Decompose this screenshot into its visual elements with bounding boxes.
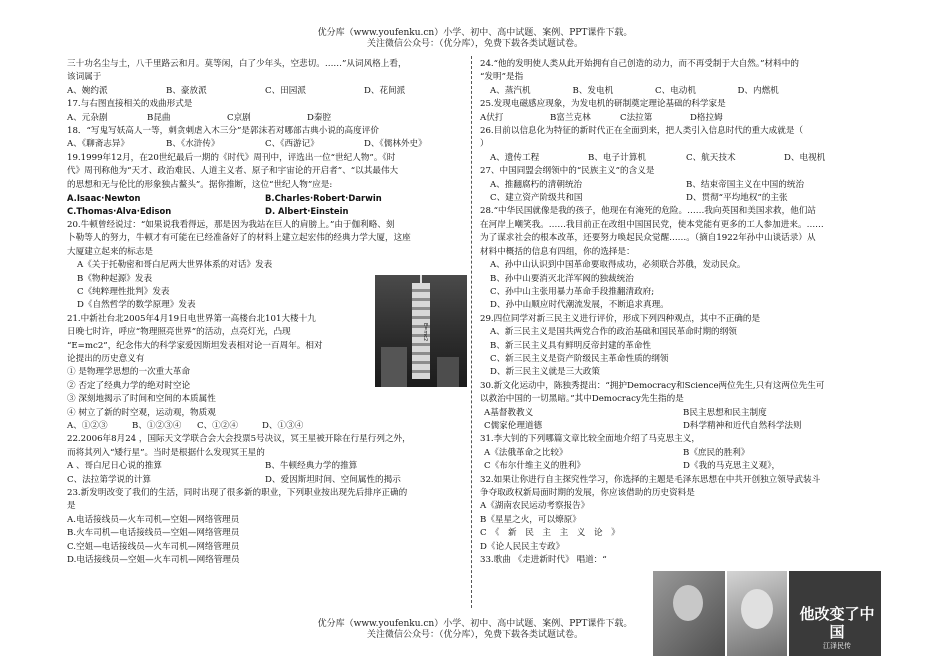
option: A、遗传工程 [490,152,540,163]
q27-options-row-1 [480,179,882,192]
q32-line-1: 32.如果让你进行自主探究性学习，你选择的主题是毛泽东思想在中共开创独立领导武装斗 [480,474,821,485]
q24-line-2: “发明”是指 [480,72,524,83]
q28-line-2: 在河岸上嘲笑我。……我目前正在改组中国国民党，使本党能有更多的工人参加进来。…… [480,219,824,230]
book-subtitle: 江泽民传 [823,642,851,650]
header-line-2: 关注微信公众号：（优分库），免费下载各类试题试卷。 [366,39,583,49]
option: D科学精神和近代自然科学法则 [683,420,802,431]
option: B、豪放派 [166,85,207,96]
option: C 《 新 民 主 主 义 论 》 [480,528,620,539]
option: A.电话接线员—火车司机—空姐—网络管理员 [67,514,240,525]
q16-options [67,85,463,98]
q20-line-2: 卜勒等人的努力，牛顿才有可能在已经准备好了的材料上建立起宏伟的经典力学大厦，这座 [67,233,411,244]
q26-line-2: ） [480,139,489,150]
option: D、爱因斯坦时间、空间属性的揭示 [265,474,401,485]
option: B.Charles·Robert·Darwin [265,193,382,204]
q25-stem: 25.发现电磁感应现象，为发电机的研制奠定理论基础的科学家是 [480,99,726,110]
q19-line-1: 19.1999年12月，在20世纪最后一期的《时代》周刊中，评选出一位“世纪人物”。《时 [67,152,396,163]
column-divider [471,56,472,608]
q18-options [67,138,463,151]
book-cover [789,571,881,656]
q18-stem: 18．“写鬼写妖高人一等，刺贪刺虐入木三分”是郭沫若对哪部古典小说的高度评价 [67,126,379,137]
option: B、发电机 [572,85,614,96]
option: C.Thomas·Alva·Edison [67,206,172,217]
portrait-photo [653,571,725,656]
q28-line-1: 28.“中华民国就像是我的孩子，他现在有淹死的危险。……我向英国和美国求救，他们站 [480,206,817,217]
q20-line-3: 大厦建立起来的标志是 [67,246,153,257]
option: C京剧 [227,112,251,123]
q21-line-2: 日晚七时许，呼应“物理照亮世界”的活动，点亮灯光，凸现 [67,327,291,338]
q31-options-row-2 [480,460,882,473]
option: C儒家伦理道德 [484,420,543,431]
option: A、推翻腐朽的清朝统治 [490,179,583,190]
q19-options-row-1 [67,192,463,205]
q17-options [67,112,387,125]
option: C、电动机 [655,85,696,96]
option: C、建立资产阶级共和国 [490,193,583,204]
option: D秦腔 [307,112,332,123]
option: B富兰克林 [550,112,591,123]
q30-options-row-2 [480,420,882,433]
q26-options [480,152,882,165]
right-column [480,58,882,567]
option: A《关于托勒密和哥白尼两大世界体系的对话》发表 [77,260,273,271]
q16-intro-2: 该词属于 [67,72,102,83]
option: B.火车司机—电话接线员—空姐—网络管理员 [67,528,240,539]
q22-options-row-2 [67,474,463,487]
q22-options-row-1 [67,460,463,473]
option: A、婉约派 [67,85,108,96]
option: D、贯彻“平均地权”的主张 [686,193,788,204]
building-shape [437,357,459,387]
q27-options-row-2 [480,192,882,205]
q30-line-1: 30.新文化运动中，陈独秀提出：“拥护Democracy和Science两位先生,只有这两位先生可 [480,380,825,391]
q22-line-2: 而将其列入“矮行星”。当时是根据什么发现冥王星的 [67,447,265,458]
portrait-photo [727,571,787,656]
option: C、《西游记》 [265,139,319,150]
q21-item: ② 否定了经典力学的绝对时空论 [67,380,191,391]
option: C.空姐—电话接线员—火车司机—网络管理员 [67,541,240,552]
option: C法拉第 [620,112,653,123]
option: A伏打 [480,112,504,123]
q21-stem [67,313,367,420]
q24-line-1: 24.“他的发明使人类从此开始拥有自己创造的动力，而不再受制于大自然。”材料中的 [480,59,799,69]
header-line-1: 优分库（www.youfenku.cn）小学、初中、高中试题、案例、PPT课件下载。 [317,28,633,38]
q23-line-2: 是 [67,501,76,512]
option: B昆曲 [147,112,171,123]
building-shape [381,347,407,387]
option: B《庶民的胜利》 [683,447,750,458]
formula-lights: E=mc2 [422,323,428,342]
q30-line-2: 以救治中国的一切黑暗。”其中Democracy先生指的是 [480,394,684,405]
option: C、法拉第学说的计算 [67,474,151,485]
option: C《布尔什维主义的胜利》 [484,461,586,472]
book-title: 他改变了中国 [799,605,875,641]
option: C、新三民主义是资产阶级民主革命性质的纲领 [490,353,669,364]
option: D、①③④ [262,420,304,431]
option: B民主思想和民主制度 [683,407,767,418]
q25-options [480,112,760,125]
footer-line-2: 关注微信公众号：（优分库），免费下载各类试题试卷。 [366,630,583,640]
q21-options [67,420,327,433]
option: B《物种起源》发表 [77,273,153,284]
q20-line-1: 20.牛顿曾经说过：“如果说我看得远，那是因为我站在巨人的肩膀上。”由于伽利略、刻 [67,219,395,230]
q21-line-1: 21.中新社台北2005年4月19日电世界第一高楼台北101大楼十九 [67,313,316,324]
option: A《法俄革命之比较》 [484,447,568,458]
page-footer [0,619,950,641]
q28-line-4: 材料中概括的信息有四组，你的选择是： [480,246,635,257]
option: D《我的马克思主义观》， [683,461,781,472]
option: B、《水浒传》 [166,139,220,150]
taipei-101-photo [375,275,467,387]
option: D、内燃机 [737,85,779,96]
option: B、电子计算机 [588,152,646,163]
leaders-photo-montage [653,571,881,656]
option: B、牛顿经典力学的推算 [265,461,358,472]
q27-stem: 27、中国同盟会纲领中的“民族主义”的含义是 [480,166,655,177]
q32-line-2: 争夺取政权新局面时期的发展，你应该借助的历史资料是 [480,488,695,498]
option: B《星星之火，可以燎原》 [480,514,581,525]
q28-line-3: 为了谋求社会的根本改革，还要努力唤起民众觉醒……。（摘自1922年孙中山谈话录）从 [480,233,816,244]
q30-options-row-1 [480,407,882,420]
option: A、孙中山认识到中国革命要取得成功，必须联合苏俄，发动民众。 [490,260,746,271]
taipei-101-tower [412,283,430,379]
q21-line-4: 论提出的历史意义有 [67,353,145,364]
q31-options-row-1 [480,447,882,460]
q29-stem: 29.四位同学对新三民主义进行评价，形成下列四种观点，其中不正确的是 [480,313,761,324]
option: D、孙中山顺应时代潮流发展，不断追求真理。 [490,300,669,311]
option: A.Isaac·Newton [67,193,141,204]
q19-line-2: 代》周刊称他为“天才、政治难民、人道主义者、原子和宇宙论的开启者”、“以其最伟大 [67,166,399,177]
option: A基督教教义 [484,407,534,418]
option: C、航天技术 [686,152,736,163]
q22-line-1: 22.2006年8月24 ，国际天文学联合会大会投票5号决议，冥王星被开除在行星行列之外， [67,434,411,445]
option: A、元杂剧 [67,112,108,123]
q21-line-3: “E=mc2”，纪念伟大的科学家爱因斯坦发表相对论一百周年。相对 [67,340,323,351]
footer-line-1: 优分库（www.youfenku.cn）小学、初中、高中试题、案例、PPT课件下载。 [317,619,633,629]
q21-item: ① 是物理学思想的一次重大革命 [67,367,191,378]
option: D《自然哲学的数学原理》发表 [77,300,196,311]
q19-options-row-2 [67,205,463,218]
option: D、电视机 [784,152,826,163]
q21-item: ③ 深刻地揭示了时间和空间的本质属性 [67,394,216,405]
option: D、《儒林外史》 [364,139,427,150]
option: D.电话接线员—空姐—火车司机—网络管理员 [67,555,240,566]
option: C、田园派 [265,85,306,96]
portrait-face [673,585,703,621]
option: D格拉姆 [690,112,723,123]
option: A、《聊斋志异》 [67,139,130,150]
option: B、①②③④ [132,420,182,431]
q23-options [67,514,463,568]
page-header [0,28,950,50]
option: A、①②③ [67,420,108,431]
option: A《湖南农民运动考察报告》 [480,501,590,512]
option: D、花间派 [364,85,406,96]
option: C、孙中山主张用暴力革命手段推翻清政府; [490,286,655,297]
option: A、蒸汽机 [490,85,531,96]
option: B、新三民主义具有鲜明反帝封建的革命性 [490,340,652,351]
option: B、孙中山要消灭北洋军阀的独裁统治 [490,273,634,284]
q21-item: ④ 树立了新的时空观，运动观，物质观 [67,407,216,418]
option: A 、哥白尼日心说的推算 [67,461,162,472]
option: B、结束帝国主义在中国的统治 [686,179,805,190]
option: A、新三民主义是国共两党合作的政治基础和国民革命时期的纲领 [490,327,737,338]
q24-options [480,85,820,98]
q19-line-3: 的思想和无与伦比的形象独占鳌头”。据你推断，这位“世纪人物”应是: [67,179,333,190]
q31-stem: 31.李大钊的下列哪篇文章比较全面地介绍了马克思主义， [480,434,700,445]
option: C、①②④ [197,420,238,431]
q16-intro-1: 三十功名尘与土，八千里路云和月。莫等闲，白了少年头，空悲切。……”从词风格上看， [67,59,407,69]
q23-line-1: 23.新发明改变了我们的生活，同时出现了很多新的职业，下列职业按出现先后排序正确的 [67,488,408,498]
q26-line-1: 26.目前以信息化为特征的新时代正在全面到来，把人类引入信息时代的重大成就是（ [480,126,804,137]
q17-stem: 17.与右图直接相关的戏曲形式是 [67,99,193,110]
q33-stem: 33.歌曲 《走进新时代》 唱道：“ [480,555,607,566]
q29-options [480,326,882,380]
option: D《论人民民主专政》 [480,541,565,552]
option: D、新三民主义就是三大政策 [490,367,601,378]
q32-options [480,500,655,554]
option: D. Albert·Einstein [265,206,349,217]
option: C《纯粹理性批判》发表 [77,286,170,297]
q28-options [480,259,882,313]
